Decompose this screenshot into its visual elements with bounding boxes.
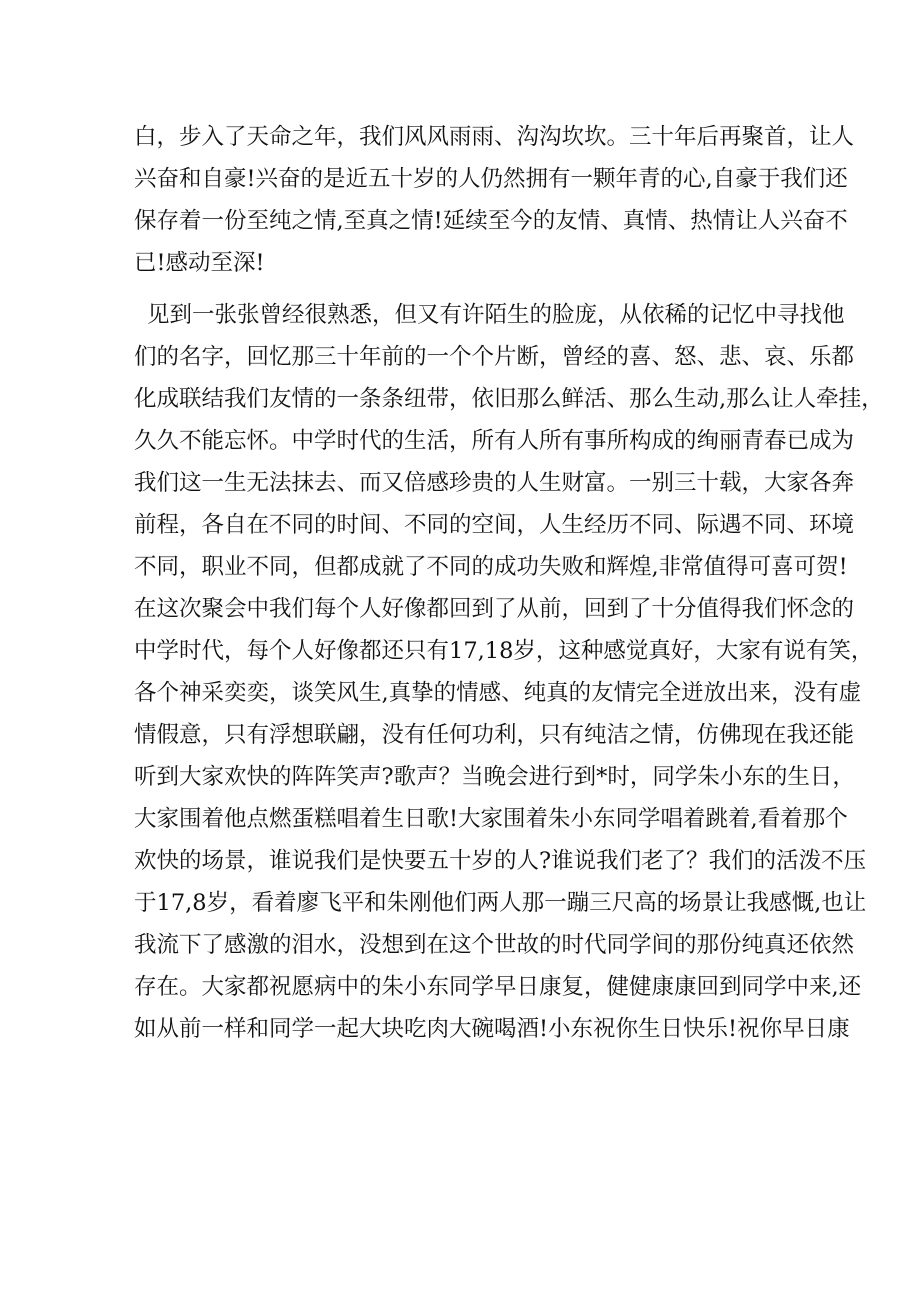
text-line: 存在。大家都祝愿病中的朱小东同学早日康复，健健康康回到同学中来,还 [134, 974, 862, 1000]
text-line: 在这次聚会中我们每个人好像都回到了从前，回到了十分值得我们怀念的 [134, 596, 855, 622]
text-line: 见到一张张曾经很熟悉，但又有许陌生的脸庞，从依稀的记忆中寻找他 [147, 302, 845, 328]
text-line: 保存着一份至纯之情,至真之情!延续至今的友情、真情、热情让人兴奋不 [134, 208, 848, 234]
text-line: 化成联结我们友情的一条条纽带，依旧那么鲜活、那么生动,那么让人牵挂， [134, 386, 884, 412]
paragraph-1 [134, 116, 855, 284]
paragraph-2 [134, 294, 884, 1050]
text-line: 如从前一样和同学一起大块吃肉大碗喝酒!小东祝你生日快乐!祝你早日康 [134, 1016, 850, 1042]
text-line: 情假意，只有浮想联翩，没有任何功利，只有纯洁之情，仿佛现在我还能 [134, 722, 855, 748]
text-line: 各个神采奕奕，谈笑风生,真挚的情感、纯真的友情完全迸放出来，没有虚 [134, 680, 862, 706]
text-line: 我流下了感激的泪水，没想到在这个世故的时代同学间的那份纯真还依然 [134, 932, 855, 958]
text-line: 欢快的场景，谁说我们是快要五十岁的人?谁说我们老了？我们的活泼不压 [134, 848, 867, 874]
text-line: 久久不能忘怀。中学时代的生活，所有人所有事所构成的绚丽青春已成为 [134, 428, 855, 454]
text-line: 中学时代，每个人好像都还只有17,18岁，这种感觉真好，大家有说有笑， [134, 638, 874, 664]
text-line: 已!感动至深! [134, 250, 265, 276]
text-line: 不同，职业不同，但都成就了不同的成功失败和辉煌,非常值得可喜可贺! [134, 554, 848, 580]
text-line: 于17,8岁，看着廖飞平和朱刚他们两人那一蹦三尺高的场景让我感慨,也让 [134, 890, 867, 916]
text-line: 白，步入了天命之年，我们风风雨雨、沟沟坎坎。三十年后再聚首，让人 [134, 124, 855, 150]
text-line: 前程，各自在不同的时间、不同的空间，人生经历不同、际遇不同、环境 [134, 512, 855, 538]
paragraph-gap [134, 284, 794, 294]
document-body [134, 116, 884, 1050]
text-line: 兴奋和自豪!兴奋的是近五十岁的人仍然拥有一颗年青的心,自豪于我们还 [134, 166, 848, 192]
text-line: 我们这一生无法抹去、而又倍感珍贵的人生财富。一别三十载，大家各奔 [134, 470, 855, 496]
text-line: 们的名字，回忆那三十年前的一个个片断，曾经的喜、怒、悲、哀、乐都 [134, 344, 855, 370]
text-line: 大家围着他点燃蛋糕唱着生日歌!大家围着朱小东同学唱着跳着,看着那个 [134, 806, 848, 832]
text-line: 听到大家欢快的阵阵笑声?歌声？当晚会进行到*时，同学朱小东的生日， [134, 764, 855, 790]
